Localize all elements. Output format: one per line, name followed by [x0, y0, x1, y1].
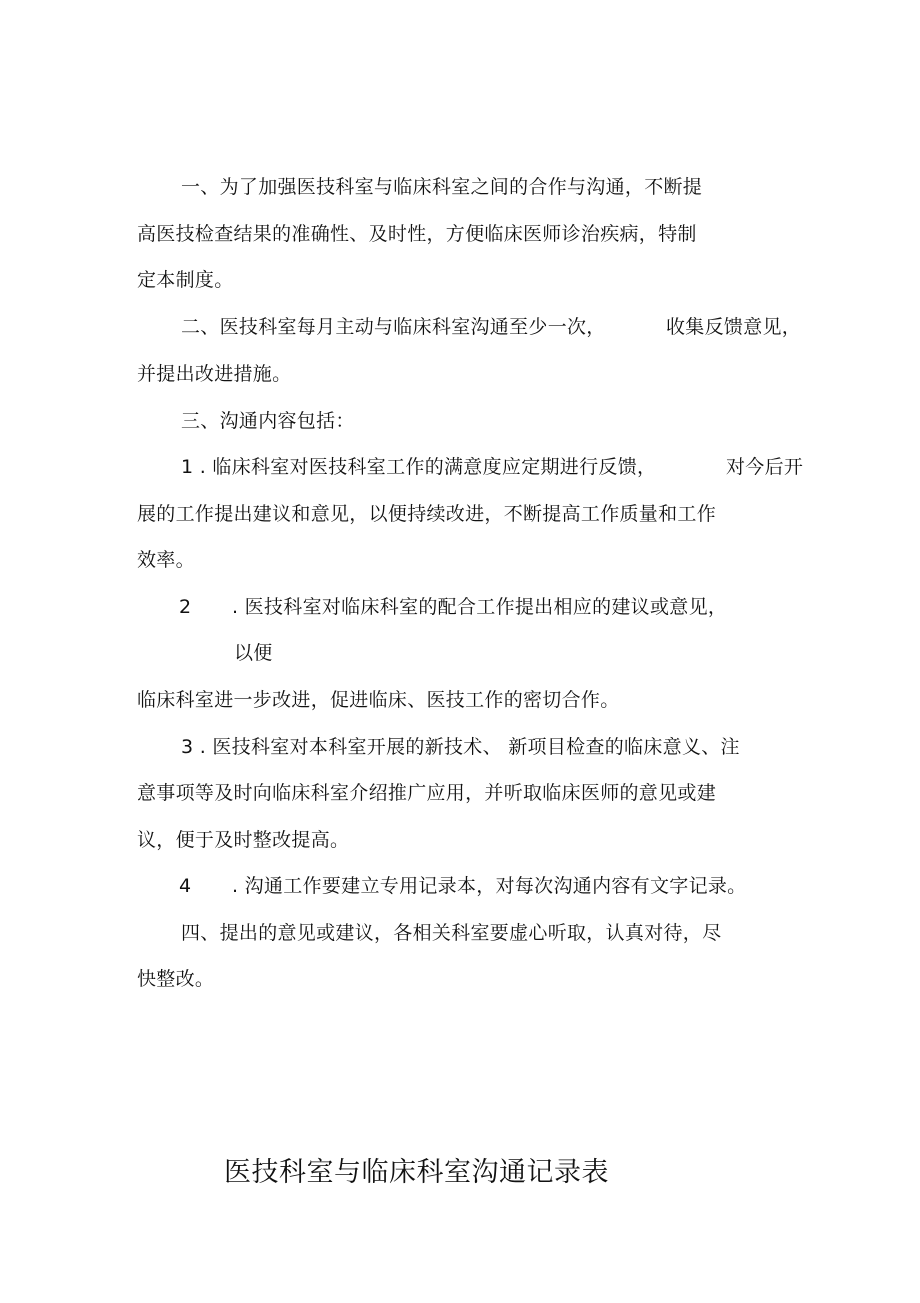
item-1-line-1a: 1 . 临床科室对医技科室工作的满意度应定期进行反馈， — [181, 456, 657, 478]
paragraph-1-line-2: 高医技检查结果的准确性、及时性，方便临床医师诊治疾病，特制 — [137, 223, 697, 245]
item-2-number: 2 — [179, 596, 192, 618]
record-table-title: 医技科室与临床科室沟通记录表 — [224, 1157, 609, 1188]
item-3-line-2: 意事项等及时向临床科室介绍推广应用，并听取临床医师的意见或建 — [137, 782, 717, 804]
paragraph-4-line-1: 四、提出的意见或建议，各相关科室要虚心听取，认真对待，尽 — [181, 922, 722, 944]
item-1-line-1b: 对今后开 — [726, 456, 804, 478]
item-1-line-3: 效率。 — [137, 549, 195, 571]
item-4-number: 4 — [179, 875, 192, 897]
item-2-line-1: . 医技科室对临床科室的配合工作提出相应的建议或意见， — [232, 596, 728, 618]
item-4-line-1: . 沟通工作要建立专用记录本，对每次沟通内容有文字记录。 — [232, 875, 747, 897]
paragraph-4-line-2: 快整改。 — [137, 968, 215, 990]
paragraph-3-heading: 三、沟通内容包括： — [181, 410, 355, 432]
item-2-line-3: 临床科室进一步改进，促进临床、医技工作的密切合作。 — [137, 689, 620, 711]
item-2-line-2: 以便 — [234, 642, 273, 664]
paragraph-2-line-1b: 收集反馈意见， — [666, 316, 802, 338]
paragraph-2-line-2: 并提出改进措施。 — [137, 363, 292, 385]
paragraph-1-line-3: 定本制度。 — [137, 269, 234, 291]
item-3-line-3: 议，便于及时整改提高。 — [137, 829, 350, 851]
paragraph-2-line-1a: 二、医技科室每月主动与临床科室沟通至少一次， — [181, 316, 606, 338]
item-3-line-1: 3 . 医技科室对本科室开展的新技术、 新项目检查的临床意义、注 — [181, 736, 740, 758]
paragraph-1-line-1: 一、为了加强医技科室与临床科室之间的合作与沟通，不断提 — [181, 176, 703, 198]
item-1-line-2: 展的工作提出建议和意见，以便持续改进，不断提高工作质量和工作 — [137, 503, 717, 525]
